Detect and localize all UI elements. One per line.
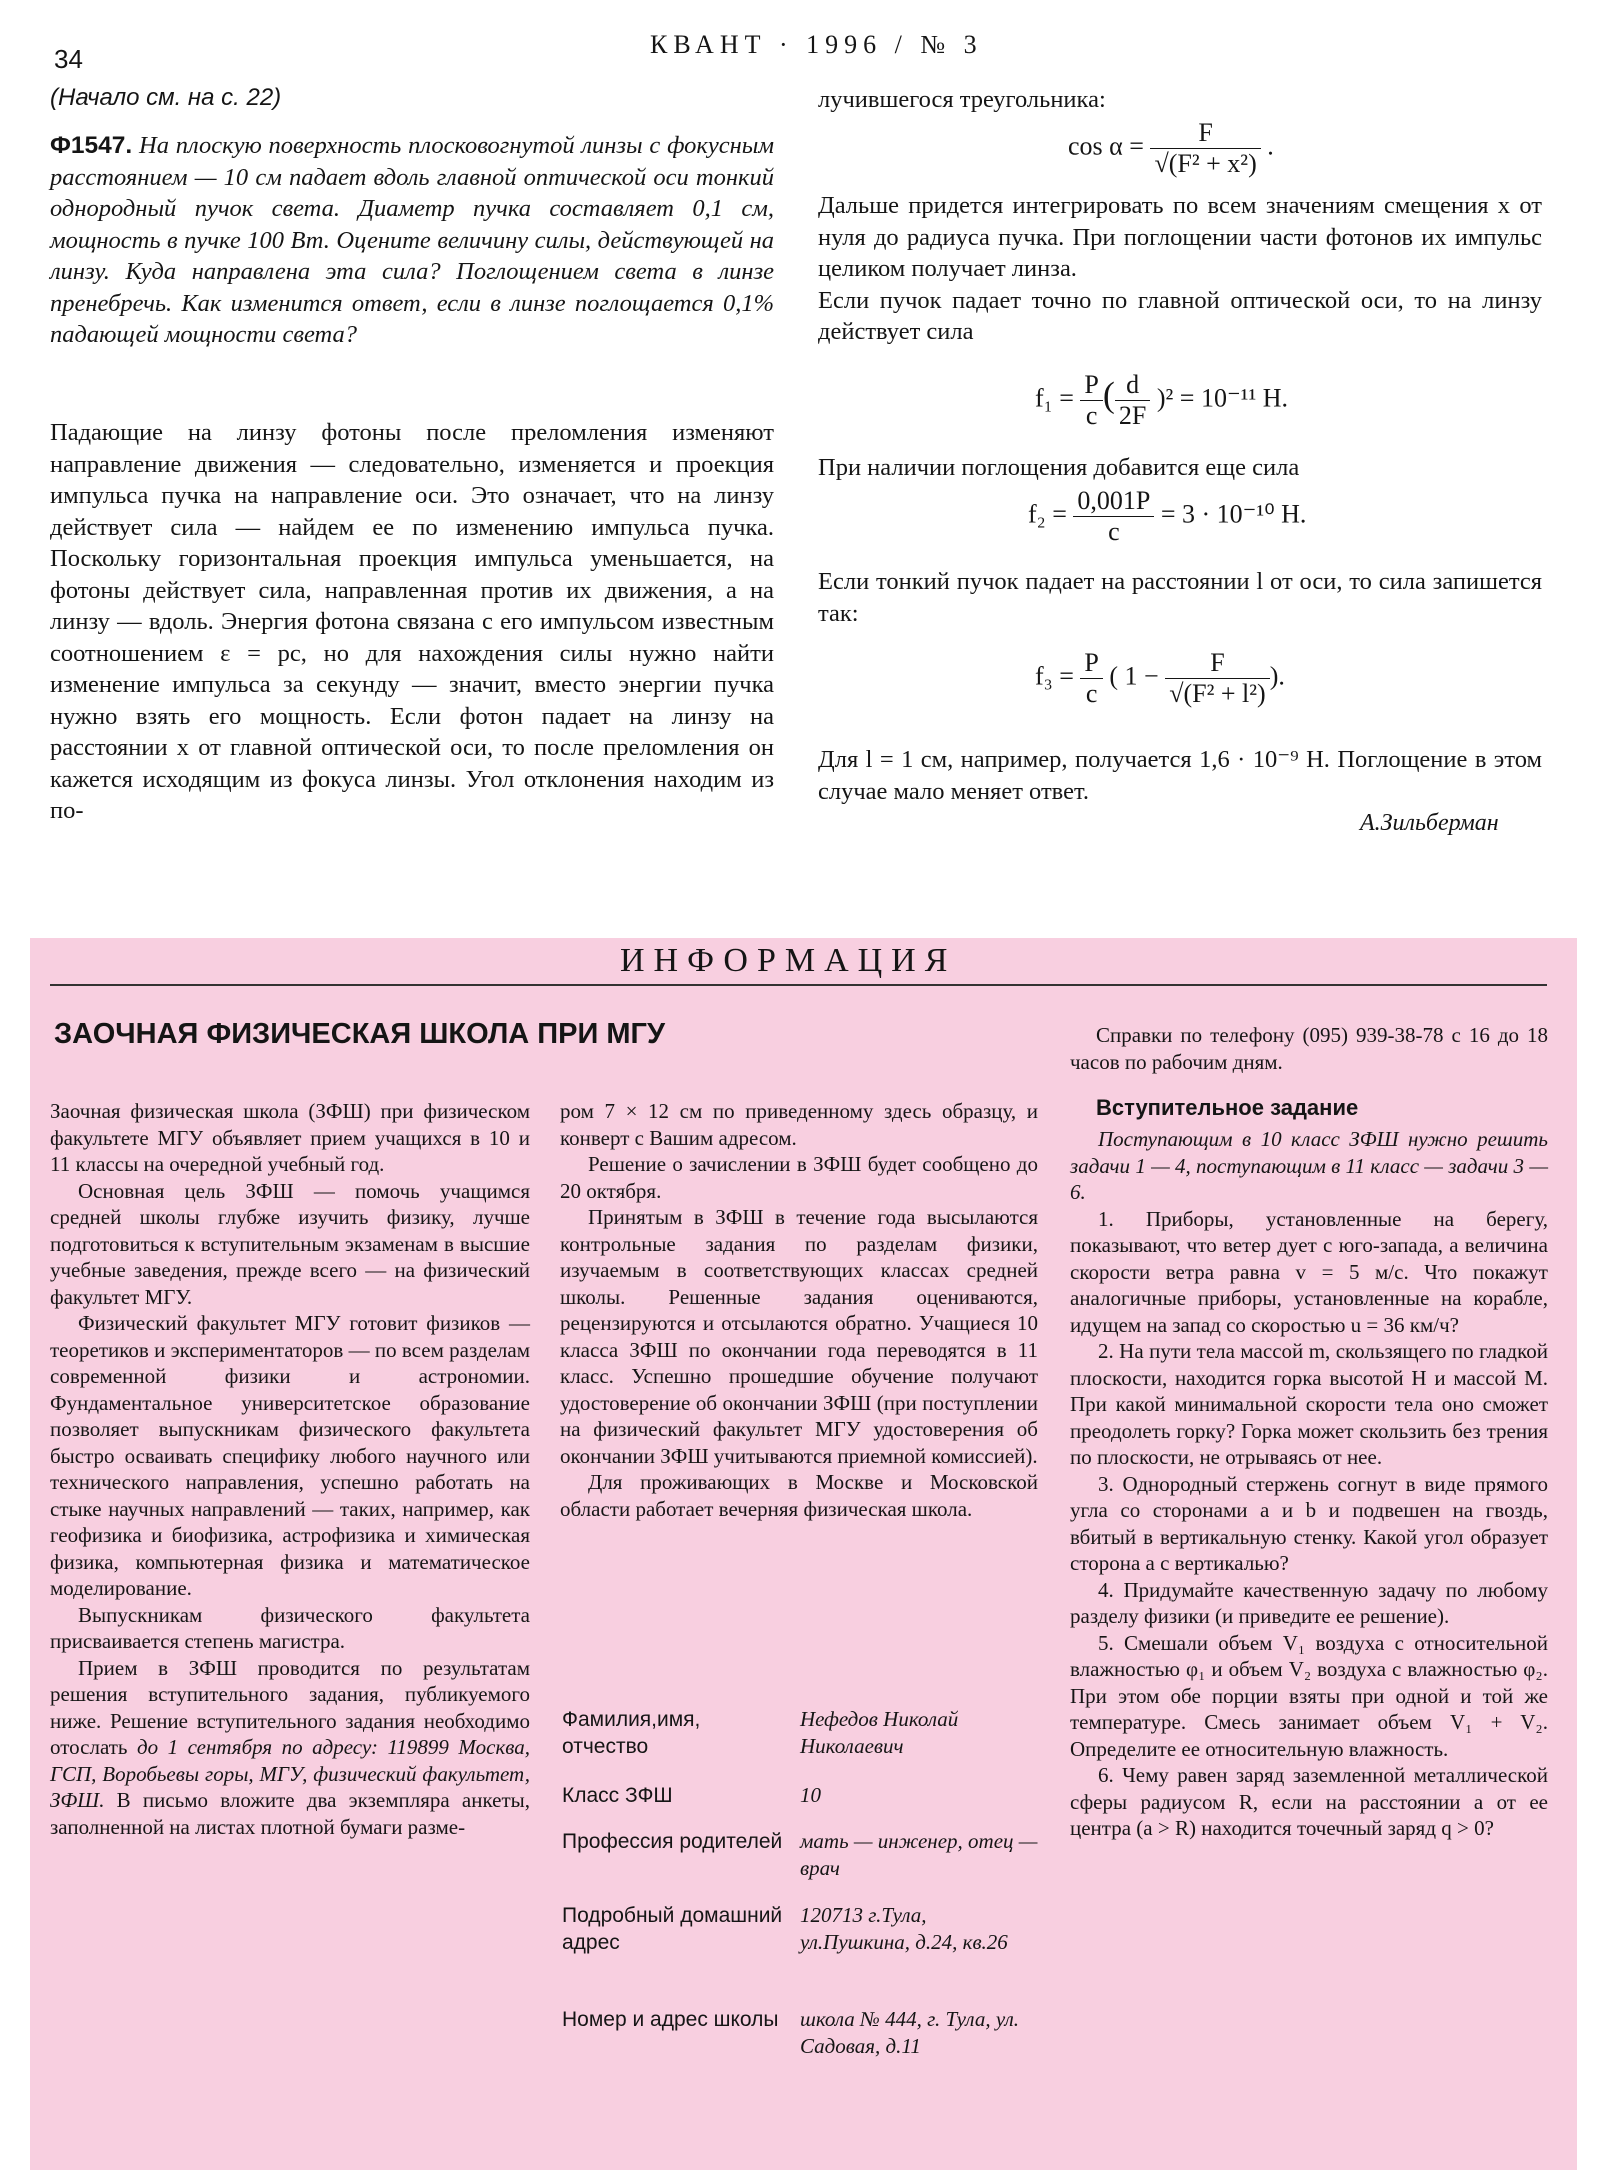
denominator: √(F² + l²) — [1169, 679, 1266, 708]
formula-fraction — [1080, 648, 1102, 709]
form-label: Фамилия,имя, отчество — [562, 1708, 701, 1758]
problem-statement — [50, 130, 774, 351]
form-label: Профессия родителей — [562, 1830, 783, 1853]
signature: А.Зильберман — [1360, 810, 1499, 836]
info-paragraph-address — [50, 1655, 530, 1841]
numerator: 0,001P — [1073, 486, 1154, 517]
task-list — [1070, 1126, 1548, 1842]
formula-f2 — [1028, 486, 1306, 547]
formula-fraction — [1165, 648, 1270, 709]
info-paragraph: Физический факультет МГУ готовит физиков — теоретиков и экспериментаторов — по всем разделам современной физики и астрономии. Фундаментальное университетское образование позволяет выпускникам физического факультета быстро осваивать специфику любого научного или технического направления, успешно работать на стыке научных направлений — таких, например, как геофизика и биофизика, астрофизика и химическая физика, компьютерная физика и математическое моделирование. — [50, 1311, 530, 1600]
numerator: F — [1150, 118, 1260, 149]
sample-form — [562, 1706, 1040, 2146]
numerator: P — [1080, 648, 1102, 679]
solution-right-3 — [818, 452, 1542, 484]
denominator: 2F — [1118, 401, 1147, 430]
formula-lhs: cos α = — [1068, 131, 1144, 161]
denominator: c — [1085, 679, 1098, 708]
formula-f1 — [1035, 370, 1288, 431]
mailing-address: до 1 сентября по адресу: 119899 Москва, ГСП, Воробьевы горы, МГУ, физический факультет, ЗФШ. — [50, 1735, 530, 1812]
formula-tail: ). — [1269, 661, 1285, 691]
task-item: 5. Смешали объем V₁ воздуха с относительной влажностью φ₁ и объем V₂ воздуха с влажностью φ₂. При этом обе порции взяты при одной и той же температуре. Смесь занимает объем V₁ + V₂. Определите ее относительную влажность. — [1070, 1630, 1548, 1761]
task-item: 6. Чему равен заряд заземленной металлической сферы радиусом R, если на расстоянии a от ее центра (a > R) находится точечный заряд q > 0? — [1070, 1763, 1548, 1840]
formula-fraction — [1080, 370, 1102, 431]
entrance-task-heading: Вступительное задание — [1096, 1095, 1359, 1120]
info-paragraph: Решение о зачислении в ЗФШ будет сообщено до 20 октября. — [560, 1152, 1038, 1203]
numerator: F — [1165, 648, 1270, 679]
form-value: 120713 г.Тула, ул.Пушкина, д.24, кв.26 — [800, 1903, 1008, 1954]
info-paragraph: Выпускникам физического факультета присваивается степень магистра. — [50, 1602, 530, 1653]
info-heading: ИНФОРМАЦИЯ — [620, 942, 957, 979]
page-number: 34 — [54, 44, 83, 74]
formula-tail: = 3 · 10⁻¹⁰ Н. — [1160, 499, 1307, 529]
solution-text: лучившегося треугольника: — [818, 86, 1106, 113]
info-column-2 — [560, 1098, 1038, 1522]
form-value: мать — инженер, отец — врач — [800, 1829, 1038, 1880]
denominator: c — [1085, 401, 1098, 430]
solution-text: Для l = 1 см, например, получается 1,6 · 10⁻⁹ Н. Поглощение в этом случае мало меняет ответ. — [818, 746, 1542, 805]
paren: ( — [1102, 374, 1115, 415]
info-paragraph: Заочная физическая школа (ЗФШ) при физическом факультете МГУ объявляет прием учащихся в 10 и 11 классы на очередной учебный год. — [50, 1099, 530, 1176]
solution-right-1 — [818, 84, 1542, 116]
solution-right-4 — [818, 566, 1542, 629]
task-item: 1. Приборы, установленные на берегу, показывают, что ветер дует с юго-запада, а величина скорости ветра равна v = 5 м/с. Что покажут аналогичные приборы, установленные на корабле, идущем на запад со скоростью u = 36 км/ч? — [1070, 1206, 1548, 1337]
school-title: ЗАОЧНАЯ ФИЗИЧЕСКАЯ ШКОЛА ПРИ МГУ — [54, 1018, 666, 1050]
problem-text: На плоскую поверхность плосковогнутой линзы с фокусным расстоянием — 10 см падает вдоль главной оптической оси тонкий однородный пучок света. Диаметр пучка составляет 0,1 см, мощность в пучке 100 Вт. Оцените величину силы, действующей на линзу. Куда направлена эта сила? Поглощением света в линзе пренебречь. Как изменится ответ, если в линзе поглощается 0,1% падающей мощности света? — [50, 132, 774, 348]
formula-lhs: f₃ = — [1035, 661, 1074, 691]
info-column-3 — [1070, 1022, 1548, 1075]
task-intro: Поступающим в 10 класс ЗФШ нужно решить задачи 1 — 4, поступающим в 11 класс — задачи 3 — 6. — [1070, 1127, 1548, 1204]
form-value: 10 — [800, 1783, 821, 1807]
denominator: √(F² + x²) — [1154, 149, 1257, 178]
info-paragraph: Основная цель ЗФШ — помочь учащимся средней школы глубже изучить физику, лучше подготовиться к вступительным экзаменам в высшие учебные заведения, прежде всего — на физический факультет МГУ. — [50, 1178, 530, 1309]
form-label: Подробный домашний адрес — [562, 1904, 783, 1954]
formula-tail: . — [1267, 131, 1274, 161]
form-value: школа № 444, г. Тула, ул. Садовая, д.11 — [800, 2007, 1019, 2058]
formula-lhs: f₁ = — [1035, 383, 1074, 413]
solution-text: Если пучок падает точно по главной оптической оси, то на линзу действует сила — [818, 286, 1542, 345]
form-label: Класс ЗФШ — [562, 1784, 673, 1807]
solution-paragraph: Падающие на линзу фотоны после преломления изменяют направление движения — следовательно, изменяется и проекция импульса пучка на направление оси. Это означает, что на линзу действует сила — найдем ее по изменению импульса пучка. Поскольку горизонтальная проекция импульса уменьшается, на фотоны действует сила, направленная против их движения, а на линзу — вдоль. Энергия фотона связана с его импульсом известным соотношением ε = pc, но для нахождения силы нужно найти изменение импульса за секунду — значит, вместо энергии пучка нужно взять его мощность. Если фотон падает на линзу на расстоянии x от главной оптической оси, то после преломления он кажется исходящим из фокуса линзы. Угол отклонения находим из по- — [50, 419, 774, 824]
contact-info: Справки по телефону (095) 939-38-78 с 16 до 18 часов по рабочим дням. — [1070, 1023, 1548, 1074]
formula-fraction — [1115, 370, 1150, 431]
task-item: 3. Однородный стержень согнут в виде прямого угла со сторонами a и b и подвешен на гвоздь, вбитый в вертикальную стенку. Какой угол образует сторона a с вертикалью? — [1070, 1471, 1548, 1575]
denominator: c — [1108, 517, 1120, 546]
problem-block — [50, 130, 774, 351]
form-label: Номер и адрес школы — [562, 2008, 779, 2031]
formula-fraction — [1150, 118, 1260, 179]
numerator: d — [1115, 370, 1150, 401]
info-paragraph: ром 7 × 12 см по приведенному здесь образцу, и конверт с Вашим адресом. — [560, 1099, 1038, 1150]
solution-text: При наличии поглощения добавится еще сила — [818, 454, 1300, 481]
address-tail: В письмо вложите два экземпляра анкеты, заполненной на листах плотной бумаги разме- — [50, 1788, 530, 1839]
paren-one: ( 1 − — [1109, 661, 1159, 691]
continuation-note: (Начало см. на с. 22) — [50, 84, 282, 111]
problem-id: Ф1547. — [50, 132, 133, 159]
formula-cos — [1068, 118, 1274, 179]
task-item: 2. На пути тела массой m, скользящего по гладкой плоскости, находится горка высотой H и массой M. При какой минимальной скорости тела оно сможет преодолеть горку? Горка может скользить без трения по плоскости, не отрываясь от нее. — [1070, 1339, 1548, 1469]
formula-f3 — [1035, 648, 1285, 709]
formula-tail: )² = 10⁻¹¹ Н. — [1156, 383, 1289, 413]
journal-header: КВАНТ · 1996 / № 3 — [650, 30, 983, 59]
solution-right-5 — [818, 744, 1542, 807]
formula-fraction — [1073, 486, 1154, 547]
solution-text: Если тонкий пучок падает на расстоянии l от оси, то сила запишется так: — [818, 568, 1542, 627]
formula-lhs: f₂ = — [1028, 499, 1067, 529]
info-paragraph: Для проживающих в Москве и Московской области работает вечерняя физическая школа. — [560, 1470, 1038, 1521]
address-lead: Прием в ЗФШ проводится по результатам решения вступительного задания, публикуемого ниже. Решение вступительного задания необходимо отослать — [50, 1655, 530, 1759]
solution-left — [50, 417, 774, 827]
form-value: Нефедов Николай Николаевич — [800, 1707, 959, 1758]
info-paragraph: Принятым в ЗФШ в течение года высылаются контрольные задания по разделам физики, изучаемым в соответствующих классах средней школы. Решенные задания оцениваются, рецензируются и отсылаются обратно. Учащиеся 10 класса ЗФШ по окончании года переводятся в 11 класс. Успешно прошедшие обучение получают удостоверение об окончании ЗФШ (при поступлении на физический факультет МГУ удостоверения об окончании ЗФШ учитываются приемной комиссией). — [560, 1205, 1038, 1468]
heading-rule — [50, 984, 1547, 986]
solution-text: Дальше придется интегрировать по всем значениям смещения x от нуля до радиуса пучка. При поглощении части фотонов их импульс целиком получает линза. — [818, 192, 1542, 282]
info-column-1 — [50, 1098, 530, 1840]
numerator: P — [1080, 370, 1102, 401]
solution-right-2 — [818, 190, 1542, 348]
task-item: 4. Придумайте качественную задачу по любому разделу физики (и приведите ее решение). — [1070, 1577, 1548, 1628]
